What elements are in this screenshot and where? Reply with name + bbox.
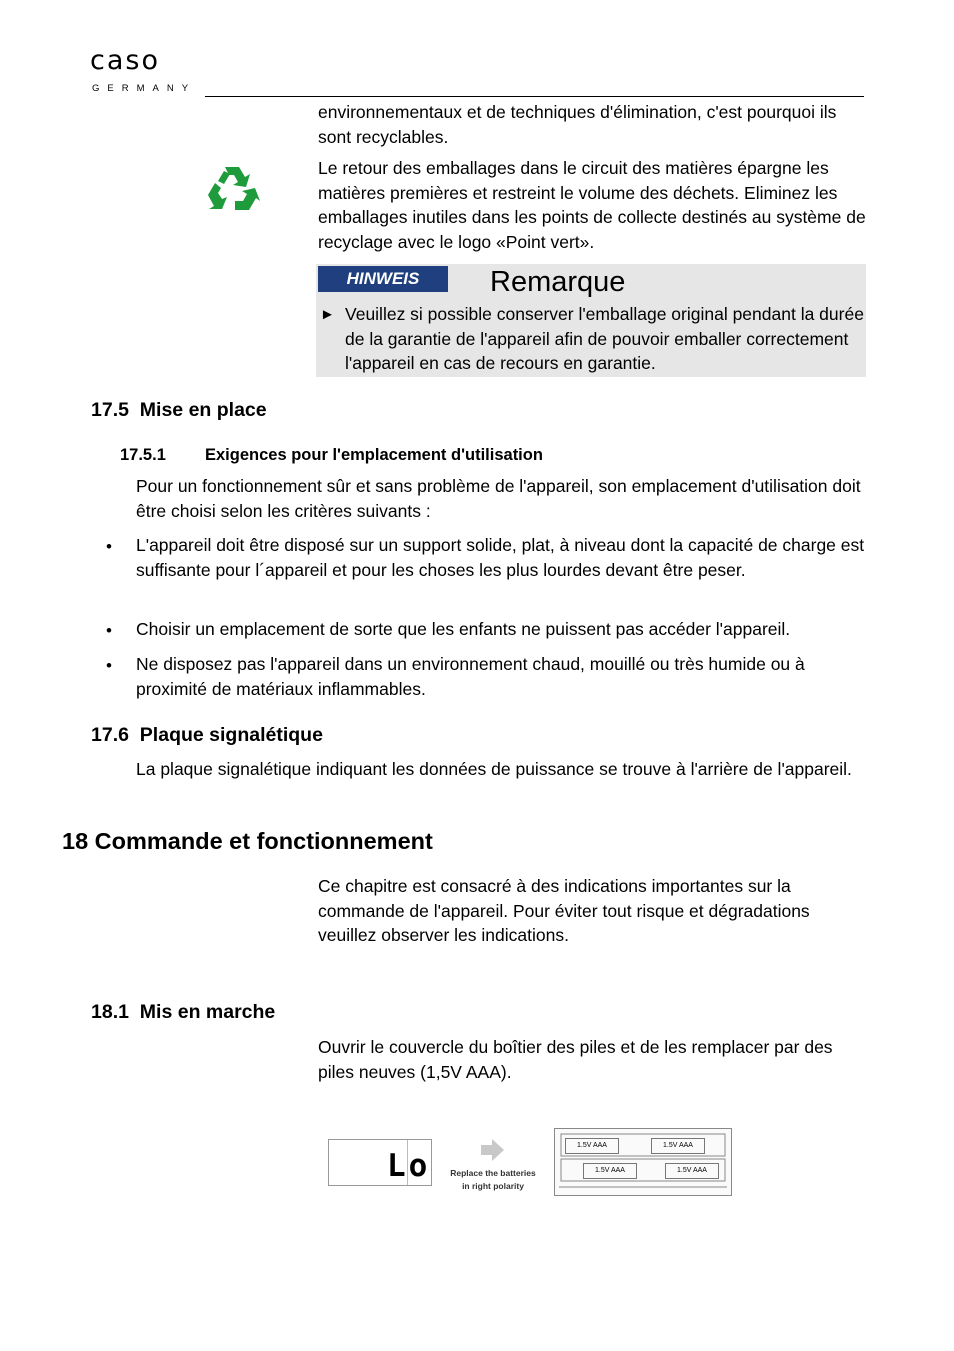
section-text-17-6: La plaque signalétique indiquant les données de puissance se trouve à l'arrière de l'appareil. (136, 759, 852, 779)
bullet-text-2: Choisir un emplacement de sorte que les enfants ne puissent pas accéder l'appareil. (136, 619, 791, 639)
lcd-display (328, 1139, 432, 1186)
bullet-1: • (106, 537, 112, 556)
section-heading-17-6 (91, 723, 323, 747)
section-number: 17.5 (91, 399, 129, 421)
note-text: Veuillez si possible conserver l'emballage original pendant la durée de la garantie de l'appareil afin de pouvoir emballer correctement l'appareil en cas de recours en garantie. (345, 304, 864, 373)
subsection-title-17-5-1: Exigences pour l'emplacement d'utilisation (205, 446, 543, 464)
section-number: 17.6 (91, 724, 129, 746)
recycle-icon (205, 163, 261, 215)
hinweis-badge: HINWEIS (318, 266, 448, 292)
header-rule (205, 96, 864, 97)
lcd-readout: Lo (387, 1148, 431, 1184)
caso-logo (76, 32, 206, 106)
section-heading-18-1 (91, 1000, 275, 1024)
bullet-2: • (106, 621, 112, 640)
battery-cell-4: 1.5V AAA (665, 1163, 719, 1179)
logo-wordmark: caso (90, 45, 160, 76)
section-title: Plaque signalétique (139, 724, 323, 746)
arrow-icon: ► (320, 306, 335, 323)
section-heading-17-5 (91, 398, 267, 422)
figure-caption: Replace the batteries in right polarity (450, 1168, 536, 1191)
bullet-text-1: L'appareil doit être disposé sur un support solide, plat, à niveau dont la capacité de charge est suffisante pour l´appareil et pour les choses les plus lourdes devant être peser. (136, 535, 865, 580)
note-title: Remarque (490, 266, 626, 298)
chapter-intro-18: Ce chapitre est consacré à des indications importantes sur la commande de l'appareil. Pour éviter tout risque et dégradations veuillez observer les indications. (318, 876, 810, 945)
bullet-3: • (106, 656, 112, 675)
section-intro-17-5: Pour un fonctionnement sûr et sans problème de l'appareil, son emplacement d'utilisation doit être choisi selon les critères suivants : (136, 476, 861, 521)
section-text-18-1: Ouvrir le couvercle du boîtier des piles et de les remplacer par des piles neuves (1,5V AAA). (318, 1037, 833, 1082)
logo-subtitle: GERMANY (92, 83, 197, 94)
subsection-number-17-5-1: 17.5.1 (120, 446, 166, 464)
battery-compartment (554, 1128, 732, 1196)
battery-cell-3: 1.5V AAA (583, 1163, 637, 1179)
intro-paragraph-1: environnementaux et de techniques d'élimination, c'est pourquoi ils sont recyclables. (318, 102, 837, 147)
section-title: Mise en place (139, 399, 267, 421)
section-title: Mis en marche (139, 1001, 276, 1023)
note-box (316, 264, 866, 377)
chapter-heading-18: 18 Commande et fonctionnement (62, 828, 433, 854)
arrow-right-icon (478, 1136, 506, 1164)
battery-cell-1: 1.5V AAA (565, 1138, 619, 1154)
section-number: 18.1 (91, 1001, 129, 1023)
bullet-text-3: Ne disposez pas l'appareil dans un environnement chaud, mouillé ou très humide ou à proximité de matériaux inflammables. (136, 654, 805, 699)
intro-paragraph-2: Le retour des emballages dans le circuit des matières épargne les matières premières et restreint le volume des déchets. Eliminez les emballages inutiles dans les points de collecte destinés au système de recyclage avec le logo «Point vert». (318, 158, 866, 252)
battery-cell-2: 1.5V AAA (651, 1138, 705, 1154)
